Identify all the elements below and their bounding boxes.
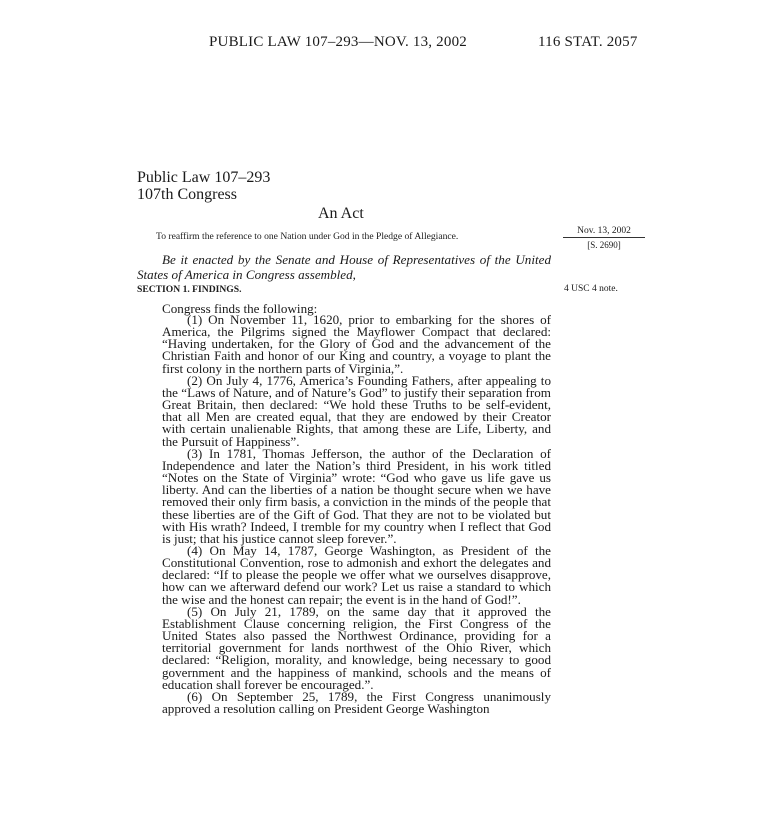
- finding-paragraph: (2) On July 4, 1776, America’s Founding Fathers, after appealing to the “Laws of Nature, and of Nature’s God” to justify their separation from Great Britain, then declared: “We hold these Truths to be self-evident, that all Men are created equal, that they are endowed by their Creator with certain unalienable Rights, that among these are Life, Liberty, and the Pursuit of Happiness”.: [162, 372, 551, 449]
- running-head-page-number: 116 STAT. 2057: [538, 34, 638, 50]
- enacting-clause: Be it enacted by the Senate and House of Representatives of the United States of America in Congress assembled,: [137, 252, 551, 282]
- finding-paragraph: (3) In 1781, Thomas Jefferson, the author of the Declaration of Independence and later the Nation’s third President, in his work titled “Notes on the State of Virginia” wrote: “God who gave us life gave us liberty. And can the liberties of a nation be thought secure when we have removed their only firm basis, a conviction in the minds of the people that these liberties are of the Gift of God. That they are not to be violated but with His wrath? Indeed, I tremble for my country when I reflect that God is just; that his justice cannot sleep forever.”.: [162, 445, 551, 546]
- section-heading: SECTION 1. FINDINGS.: [137, 284, 242, 295]
- findings-intro: Congress finds the following:: [162, 301, 318, 316]
- finding-paragraph: (4) On May 14, 1787, George Washington, as President of the Constitutional Convention, rose to admonish and exhort the delegates and declared: “If to please the people we offer what we ourselves disapprove, how can we afterward defend our work? Let us raise a standard to which the wise and the honest can repair; the event is in the hand of God!”.: [162, 542, 551, 607]
- act-purpose: To reaffirm the reference to one Nation under God in the Pledge of Allegiance.: [156, 231, 459, 242]
- running-head-title: PUBLIC LAW 107–293—NOV. 13, 2002: [209, 34, 467, 50]
- act-title: An Act: [318, 205, 364, 222]
- finding-paragraph: (1) On November 11, 1620, prior to embarking for the shores of America, the Pilgrims signed the Mayflower Compact that declared: “Having undertaken, for the Glory of God and the advancement of the Christian Faith and honor of our King and country, a voyage to plant the first colony in the northern parts of Virginia,”.: [162, 312, 551, 376]
- margin-note-date-bill: [563, 226, 645, 250]
- margin-date: Nov. 13, 2002: [563, 226, 645, 238]
- findings-list: [162, 314, 551, 715]
- law-number: Public Law 107–293: [137, 169, 271, 186]
- finding-paragraph: (5) On July 21, 1789, on the same day that it approved the Establishment Clause concerning religion, the First Congress of the United States also passed the Northwest Ordinance, providing for a territorial government for lands northwest of the Ohio River, which declared: “Religion, morality, and knowledge, being necessary to good government and the happiness of mankind, schools and the means of education shall forever be encouraged.”.: [162, 603, 551, 692]
- congress-number: 107th Congress: [137, 186, 237, 203]
- finding-paragraph: (6) On September 25, 1789, the First Congress unanimously approved a resolution calling on President George Washington: [162, 688, 551, 716]
- margin-bill-number: [S. 2690]: [587, 240, 621, 250]
- margin-usc-note: 4 USC 4 note.: [564, 284, 618, 294]
